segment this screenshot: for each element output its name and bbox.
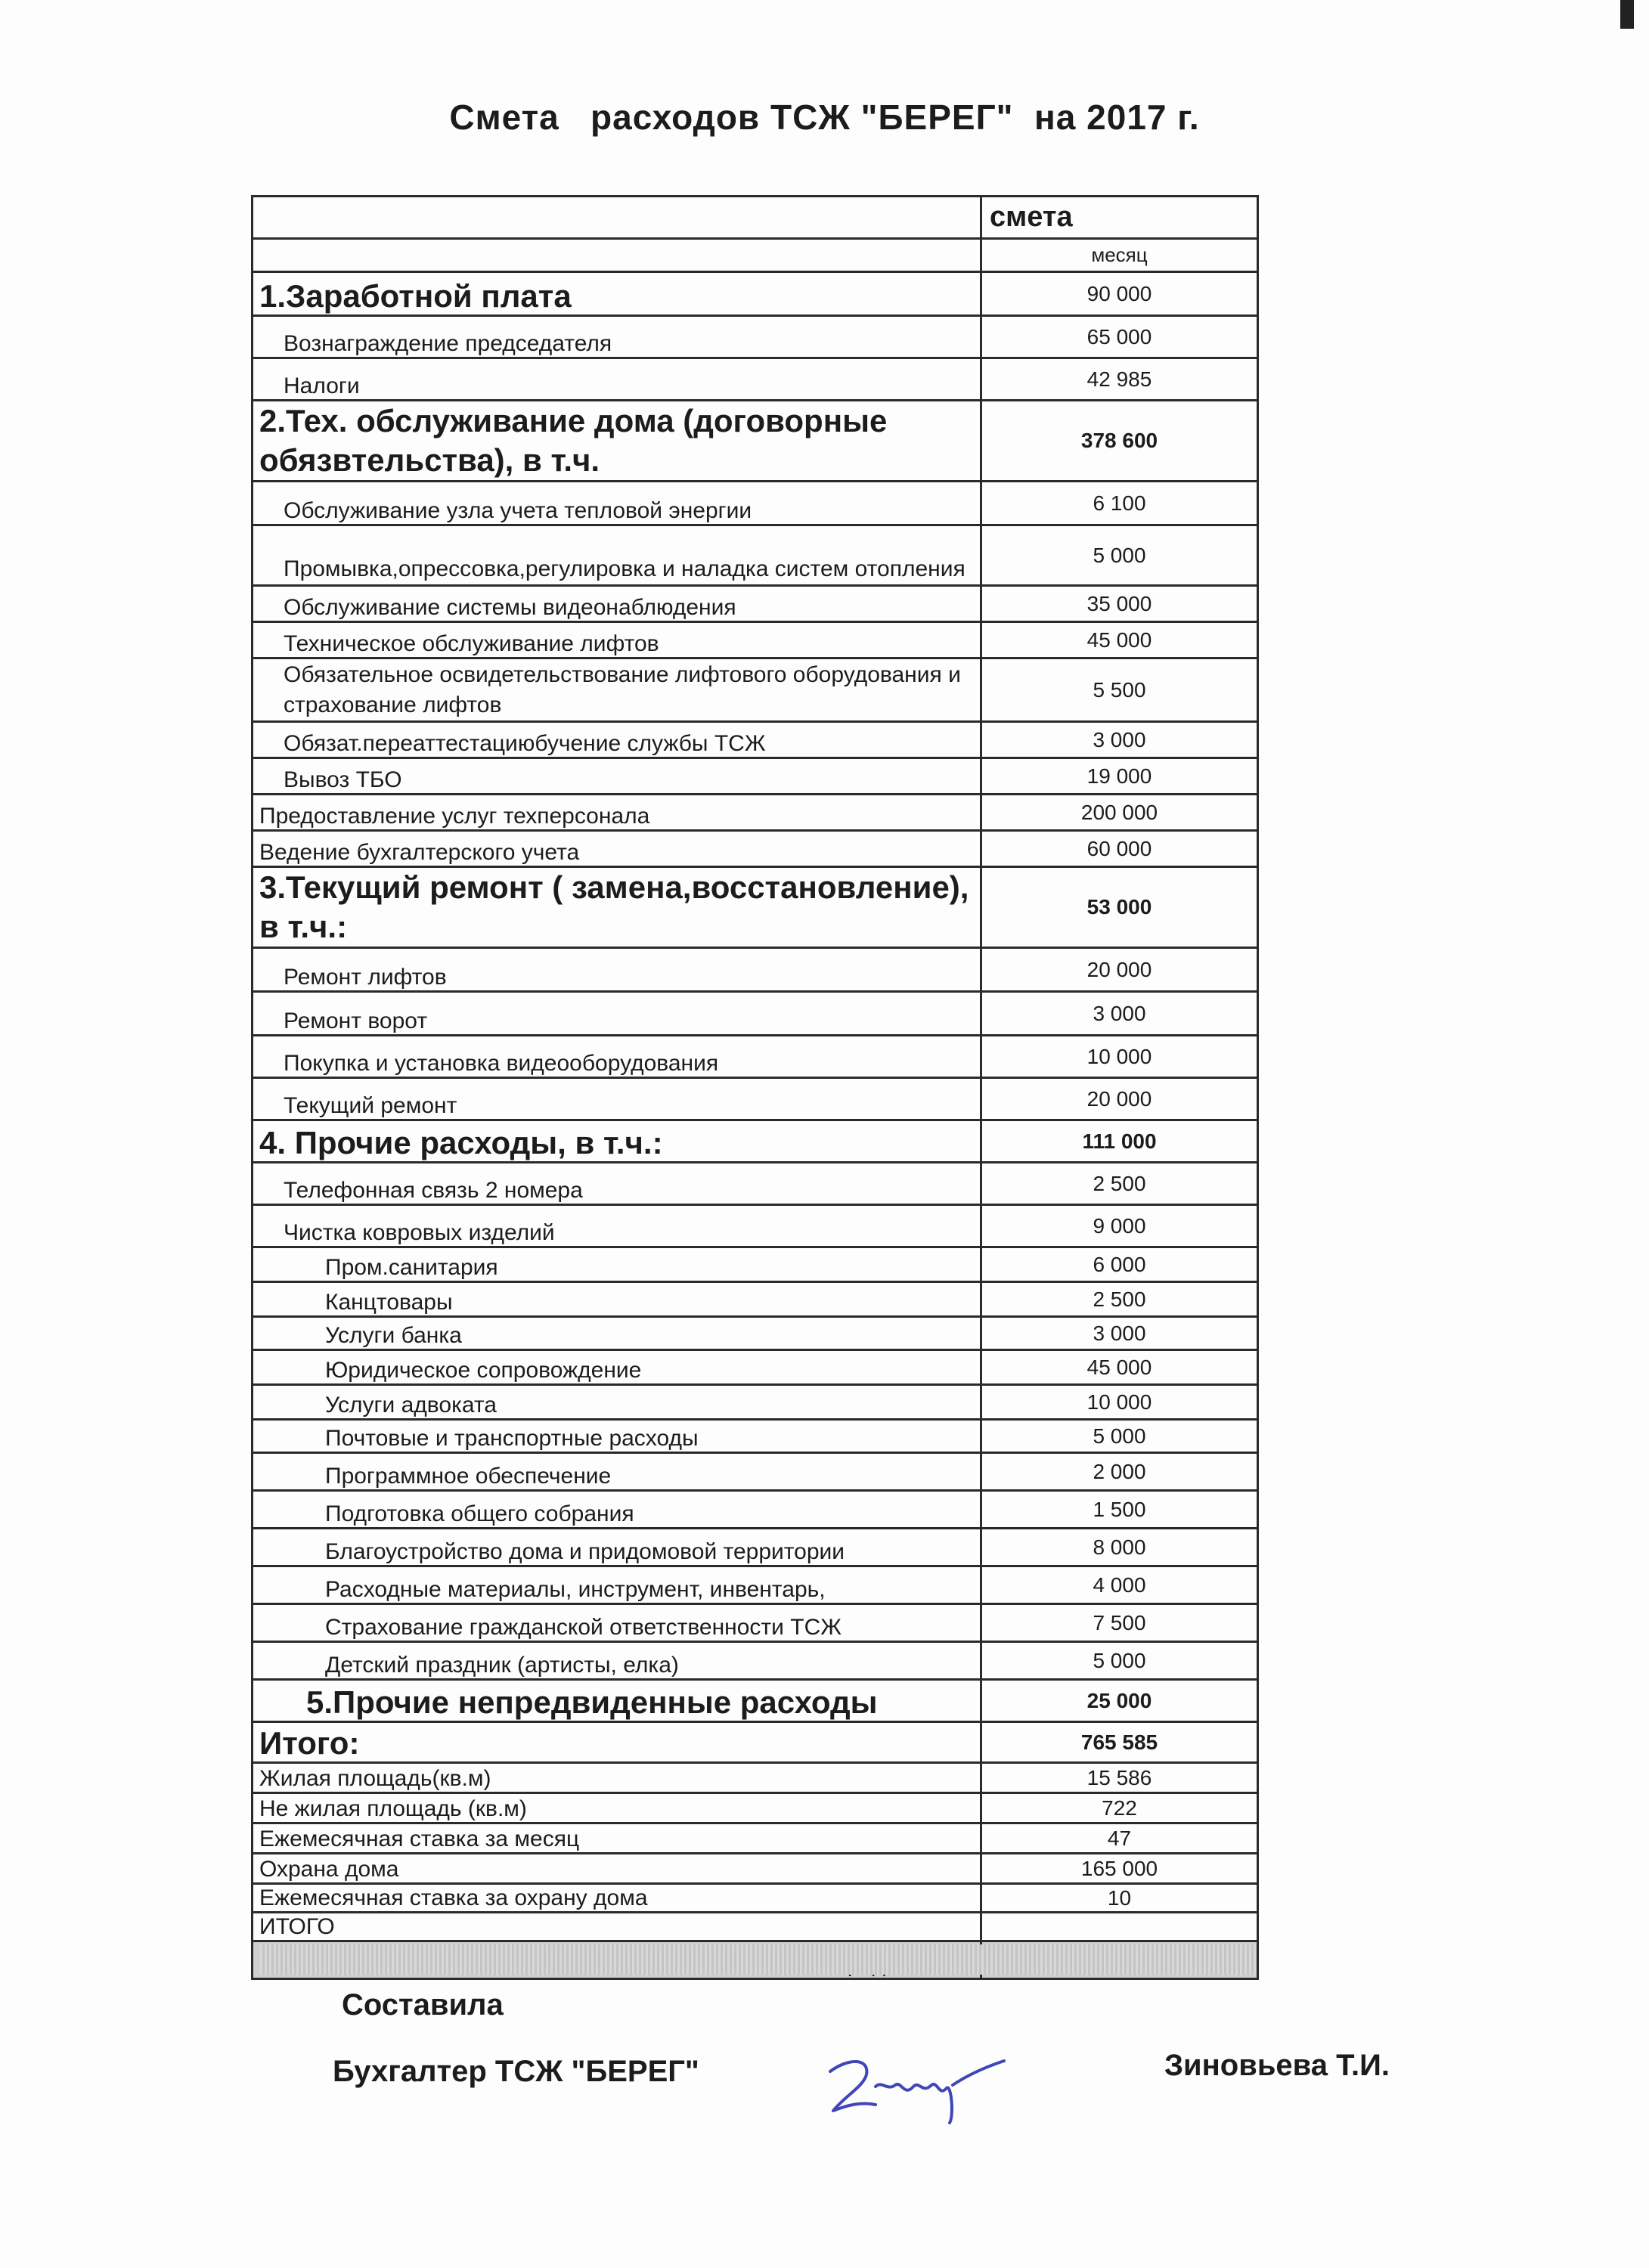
- table-row: [253, 1453, 1258, 1491]
- row-value: 2 500: [981, 1282, 1258, 1317]
- row-label: Обслуживание узла учета тепловой энергии: [253, 482, 981, 525]
- row-value: 7 500: [981, 1604, 1258, 1642]
- table-row: [253, 1604, 1258, 1642]
- row-value: 5 000: [981, 1420, 1258, 1453]
- subheader-empty-cell: [253, 239, 981, 272]
- accountant-name: Зиновьева Т.И.: [1164, 2049, 1390, 2082]
- table-row: [253, 1120, 1258, 1163]
- table-row: [253, 1722, 1258, 1763]
- row-value: 10: [981, 1884, 1258, 1913]
- table-row: [253, 1884, 1258, 1913]
- table-row: [253, 1420, 1258, 1453]
- table-row: [253, 316, 1258, 358]
- row-value: 42 985: [981, 358, 1258, 401]
- table-row: [253, 482, 1258, 525]
- row-value: 8 000: [981, 1529, 1258, 1566]
- row-value: 165 000: [981, 1854, 1258, 1884]
- table-row: [253, 622, 1258, 658]
- row-label: ИТОГО: [253, 1913, 981, 1941]
- row-value: 10 000: [981, 1036, 1258, 1078]
- table-row: [253, 992, 1258, 1036]
- row-value: 9 000: [981, 1205, 1258, 1247]
- accountant-position: Бухгалтер ТСЖ "БЕРЕГ": [333, 2055, 699, 2088]
- row-value: 5 500: [981, 658, 1258, 722]
- row-label: Страхование гражданской ответственности ТСЖ: [253, 1604, 981, 1642]
- row-label: Жилая площадь(кв.м): [253, 1763, 981, 1793]
- row-label: Покупка и установка видеооборудования: [253, 1036, 981, 1078]
- row-value: 722: [981, 1793, 1258, 1823]
- table-row: [253, 948, 1258, 992]
- handwritten-signature: [826, 2041, 1007, 2124]
- document-title: Смета расходов ТСЖ "БЕРЕГ" на 2017 г.: [449, 98, 1200, 137]
- table-row: [253, 1763, 1258, 1793]
- row-label: Охрана дома: [253, 1854, 981, 1884]
- row-value: 19 000: [981, 758, 1258, 795]
- row-label: Ремонт лифтов: [253, 948, 981, 992]
- table-row: [253, 758, 1258, 795]
- row-label: Почтовые и транспортные расходы: [253, 1420, 981, 1453]
- row-value: 90 000: [981, 272, 1258, 316]
- row-label: 1.Заработной плата: [253, 272, 981, 316]
- row-value: 3 000: [981, 1317, 1258, 1350]
- table-header-row: [253, 197, 1258, 239]
- table-row: [253, 658, 1258, 722]
- row-label: Программное обеспечение: [253, 1453, 981, 1491]
- row-value: 3 000: [981, 722, 1258, 758]
- row-value: 111 000: [981, 1120, 1258, 1163]
- row-value: 60 000: [981, 831, 1258, 867]
- row-value: 765 585: [981, 1722, 1258, 1763]
- table-row: [253, 1913, 1258, 1941]
- table-row: [253, 1680, 1258, 1722]
- row-label: 2.Тех. обслуживание дома (договорные обязвтельства), в т.ч.: [253, 401, 981, 482]
- budget-table: [251, 195, 1259, 1980]
- row-label: Техническое обслуживание лифтов: [253, 622, 981, 658]
- table-row: [253, 1854, 1258, 1884]
- row-label: Детский праздник (артисты, елка): [253, 1642, 981, 1680]
- row-value: 20 000: [981, 1078, 1258, 1120]
- table-row: [253, 1566, 1258, 1604]
- table-row: [253, 1350, 1258, 1385]
- table-row: [253, 1078, 1258, 1120]
- row-label: 4. Прочие расходы, в т.ч.:: [253, 1120, 981, 1163]
- row-label: Подготовка общего собрания: [253, 1491, 981, 1529]
- table-row: [253, 1317, 1258, 1350]
- table-row: [253, 586, 1258, 622]
- table-row: [253, 795, 1258, 831]
- row-value: 20 000: [981, 948, 1258, 992]
- compiled-by-label: Составила: [342, 1988, 504, 2022]
- row-label: Вывоз ТБО: [253, 758, 981, 795]
- row-value: 2 000: [981, 1453, 1258, 1491]
- table-row: [253, 831, 1258, 867]
- table-row: [253, 1491, 1258, 1529]
- row-value: 45 000: [981, 1350, 1258, 1385]
- row-value: 4 000: [981, 1566, 1258, 1604]
- row-value: [981, 1913, 1258, 1941]
- row-value: 5 000: [981, 525, 1258, 586]
- table-row: [253, 1036, 1258, 1078]
- row-label: Чистка ковровых изделий: [253, 1205, 981, 1247]
- row-value: 45 000: [981, 622, 1258, 658]
- row-value: 5 000: [981, 1642, 1258, 1680]
- row-label: Телефонная связь 2 номера: [253, 1163, 981, 1205]
- table-row: [253, 1642, 1258, 1680]
- table-row: [253, 1205, 1258, 1247]
- row-label: Обязательное освидетельствование лифтового оборудования и страхование лифтов: [253, 658, 981, 722]
- row-value: 10 000: [981, 1385, 1258, 1420]
- row-label: Промывка,опрессовка,регулировка и наладка систем отопления: [253, 525, 981, 586]
- row-label: Ежемесячная ставка за месяц: [253, 1823, 981, 1854]
- row-value: 15 586: [981, 1763, 1258, 1793]
- scan-edge-mark: [1620, 0, 1634, 29]
- row-value: 1 500: [981, 1491, 1258, 1529]
- row-value: 6 100: [981, 482, 1258, 525]
- row-label: Услуги адвоката: [253, 1385, 981, 1420]
- row-label: Предоставление услуг техперсонала: [253, 795, 981, 831]
- row-label: Канцтовары: [253, 1282, 981, 1317]
- table-row: [253, 358, 1258, 401]
- table-row: [253, 401, 1258, 482]
- row-label: Ежемесячная ставка за охрану дома: [253, 1884, 981, 1913]
- row-label: 3.Текущий ремонт ( замена,восстановление), в т.ч.:: [253, 867, 981, 948]
- scan-shadow-band: [260, 1944, 1257, 1975]
- row-value: 53 000: [981, 867, 1258, 948]
- table-row: [253, 1247, 1258, 1282]
- row-value: 378 600: [981, 401, 1258, 482]
- row-label: Пром.санитария: [253, 1247, 981, 1282]
- table-row: [253, 722, 1258, 758]
- table-row: [253, 1385, 1258, 1420]
- row-value: 25 000: [981, 1680, 1258, 1722]
- row-label: Юридическое сопровождение: [253, 1350, 981, 1385]
- row-label: Услуги банка: [253, 1317, 981, 1350]
- header-empty-cell: [253, 197, 981, 239]
- row-value: 65 000: [981, 316, 1258, 358]
- header-smeta-label: смета: [981, 197, 1258, 239]
- table-row: [253, 1163, 1258, 1205]
- table-row: [253, 272, 1258, 316]
- row-value: 6 000: [981, 1247, 1258, 1282]
- row-label: Благоустройство дома и придомовой территории: [253, 1529, 981, 1566]
- row-value: 35 000: [981, 586, 1258, 622]
- row-label: Не жилая площадь (кв.м): [253, 1793, 981, 1823]
- row-value: 2 500: [981, 1163, 1258, 1205]
- row-label: Обязат.переаттестациюбучение службы ТСЖ: [253, 722, 981, 758]
- header-month-label: месяц: [981, 239, 1258, 272]
- table-row: [253, 1793, 1258, 1823]
- row-label: Вознаграждение председателя: [253, 316, 981, 358]
- row-label: Обслуживание системы видеонаблюдения: [253, 586, 981, 622]
- row-label: Ведение бухгалтерского учета: [253, 831, 981, 867]
- row-label: Налоги: [253, 358, 981, 401]
- row-label: Ремонт ворот: [253, 992, 981, 1036]
- table-row: [253, 525, 1258, 586]
- row-label: Расходные материалы, инструмент, инвентарь,: [253, 1566, 981, 1604]
- row-label: 5.Прочие непредвиденные расходы: [253, 1680, 981, 1722]
- table-row: [253, 1529, 1258, 1566]
- table-subheader-row: [253, 239, 1258, 272]
- row-value: 200 000: [981, 795, 1258, 831]
- row-label: Итого:: [253, 1722, 981, 1763]
- table-row: [253, 867, 1258, 948]
- row-value: 47: [981, 1823, 1258, 1854]
- row-label: Текущий ремонт: [253, 1078, 981, 1120]
- table-row: [253, 1823, 1258, 1854]
- table-row: [253, 1282, 1258, 1317]
- row-value: 3 000: [981, 992, 1258, 1036]
